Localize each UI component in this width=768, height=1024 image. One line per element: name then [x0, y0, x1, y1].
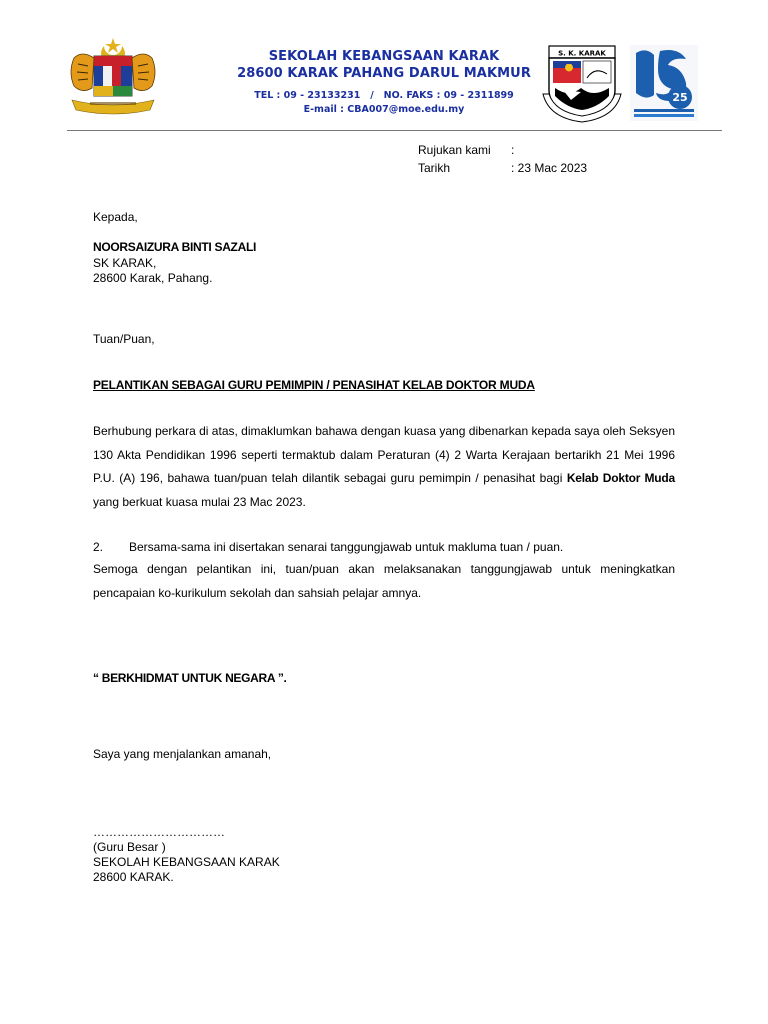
para1-text-a: Berhubung perkara di atas, dimaklumkan bahawa dengan kuasa yang dibenarkan kepada saya oleh Seksyen 130 Akta Pendidikan 1996 seperti termaktub dalam Peraturan (4) 2 Warta Kerajaan bertarikh 21 Mei 1996 P.U. (A) 196, bahawa tuan/puan telah dilantik sebagai guru pemimpin / penasihat bagi [93, 424, 675, 485]
date-value: : 23 Mac 2023 [511, 161, 588, 175]
club-name: Kelab Doktor Muda [566, 471, 675, 485]
closing-line: Saya yang menjalankan amanah, [93, 747, 272, 761]
reference-label: Rujukan kami [418, 143, 491, 157]
signatory-school: SEKOLAH KEBANGSAAN KARAK [93, 855, 280, 869]
paragraph-2-number: 2. [93, 540, 104, 554]
recipient-line-2: 28600 Karak, Pahang. [93, 271, 213, 285]
recipient-line-1: SK KARAK, [93, 256, 157, 270]
signature-line: …………………………… [93, 825, 225, 839]
paragraph-2-text: Bersama-sama ini disertakan senarai tanggungjawab untuk makluma tuan / puan. [129, 540, 564, 554]
date-label: Tarikh [418, 161, 451, 175]
motto: “ BERKHIDMAT UNTUK NEGARA ”. [93, 671, 287, 685]
school-address: 28600 KARAK PAHANG DARUL MAKMUR [237, 66, 531, 81]
school-name: SEKOLAH KEBANGSAAN KARAK [268, 49, 500, 64]
header-divider [67, 130, 722, 131]
body-paragraph-3: Semoga dengan pelantikan ini, tuan/puan akan melaksanakan tanggungjawab untuk meningkatkan pencapaian ko-kurikulum sekolah dan sahsiah pelajar amnya. [93, 562, 675, 600]
salutation: Tuan/Puan, [93, 332, 155, 346]
sk-karak-crest-logo [541, 44, 623, 124]
letter-subject: PELANTIKAN SEBAGAI GURU PEMIMPIN / PENASIHAT KELAB DOKTOR MUDA [93, 378, 535, 392]
contact-telephone: TEL : 09 - 23133231 / NO. FAKS : 09 - 2311899 [254, 90, 514, 101]
sk-logo-label: S. K. KARAK [558, 49, 606, 58]
sk-25-anniversary-logo [630, 45, 698, 121]
para1-text-b: yang berkuat kuasa mulai 23 Mac 2023. [93, 494, 306, 509]
signatory-title: (Guru Besar ) [93, 840, 166, 854]
reference-value: : [511, 143, 515, 157]
body-paragraph-1 [93, 420, 675, 514]
recipient-name: NOORSAIZURA BINTI SAZALI [93, 240, 257, 254]
signatory-place: 28600 KARAK. [93, 870, 174, 884]
recipient-greeting: Kepada, [93, 210, 138, 224]
sk25-logo-number: 25 [672, 91, 688, 104]
contact-email: E-mail : CBA007@moe.edu.my [303, 104, 465, 115]
